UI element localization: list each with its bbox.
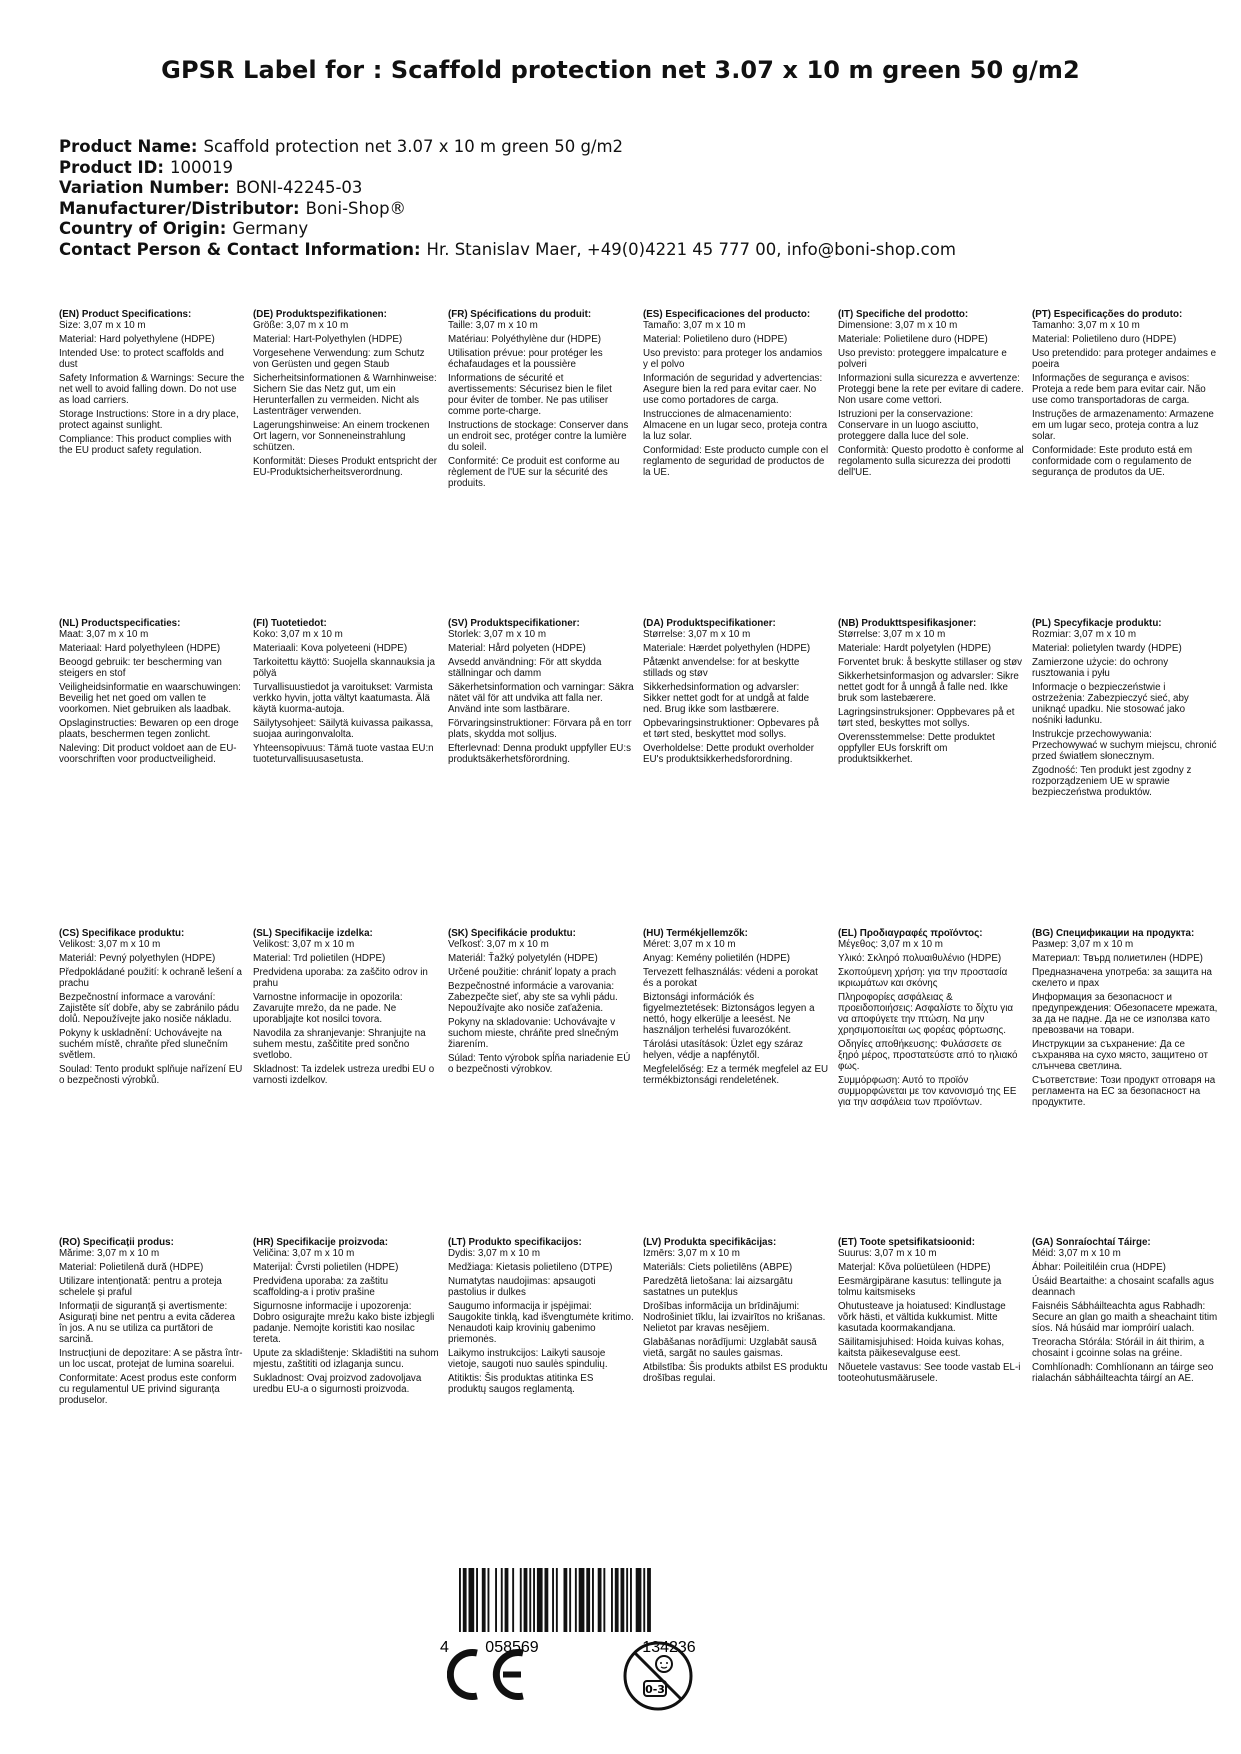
barcode-bar <box>533 1568 535 1632</box>
spec-line: Yhteensopivuus: Tämä tuote vastaa EU:n tuoteturvallisuusasetusta. <box>253 743 434 765</box>
spec-block <box>253 1237 439 1398</box>
page-title: GPSR Label for : Scaffold protection net 3.07 x 10 m green 50 g/m2 <box>161 56 1080 84</box>
spec-line: Materiał: polietylen twardy (HDPE) <box>1032 643 1182 654</box>
barcode-bar <box>495 1568 497 1632</box>
spec-line: Größe: 3,07 m x 10 m <box>253 320 349 331</box>
spec-block <box>59 618 245 768</box>
spec-line: Maat: 3,07 m x 10 m <box>59 629 149 640</box>
spec-line: Ohutusteave ja hoiatused: Kindlustage võrk hästi, et vältida kukkumist. Mitte kasutada koormakandjana. <box>838 1301 1006 1334</box>
spec-line: Opslaginstructies: Bewaren op een droge plaats, beschermen tegen zonlicht. <box>59 718 239 740</box>
spec-line: Forventet bruk: å beskytte stillaser og støv <box>838 657 1023 668</box>
spec-block <box>448 928 634 1078</box>
spec-block <box>59 1237 245 1409</box>
spec-line: Naleving: Dit product voldoet aan de EU-voorschriften voor productveiligheid. <box>59 743 237 765</box>
spec-line: Úsáid Beartaithe: a chosaint scafalls agus deannach <box>1032 1276 1214 1298</box>
barcode-bar <box>537 1568 543 1632</box>
spec-heading: (NL) Productspecificaties: <box>59 618 181 629</box>
spec-line: Eesmärgipärane kasutus: tellingute ja tolmu kaitsmiseks <box>838 1276 1002 1298</box>
spec-line: Avsedd användning: För att skydda ställningar och damm <box>448 657 602 679</box>
spec-line: Suurus: 3,07 m x 10 m <box>838 1248 937 1259</box>
spec-line: Treoracha Stórála: Stóráil in áit thirim, a chosaint i gcoinne solas na gréine. <box>1032 1337 1205 1359</box>
spec-line: Материал: Твърд полиетилен (HDPE) <box>1032 953 1203 964</box>
spec-line: Σκοπούμενη χρήση: για την προστασία ικριωμάτων και σκόνης <box>838 967 1008 989</box>
barcode-bar <box>552 1568 554 1632</box>
spec-block <box>838 309 1024 481</box>
spec-heading: (IT) Specifiche del prodotto: <box>838 309 969 320</box>
spec-line: Conformitate: Acest produs este conform cu regulamentul UE privind siguranța produselor. <box>59 1373 237 1406</box>
spec-line: Safety Information & Warnings: Secure the net well to avoid falling down. Do not use as load carriers. <box>59 373 245 406</box>
spec-line: Material: Polietilenă dură (HDPE) <box>59 1262 204 1273</box>
spec-line: Uso pretendido: para proteger andaimes e poeira <box>1032 348 1217 370</box>
spec-line: Predviđena uporaba: za zaštitu scaffolding-a i protiv prašine <box>253 1276 389 1298</box>
spec-line: Material: Polietileno duro (HDPE) <box>643 334 788 345</box>
barcode-bar <box>505 1568 509 1632</box>
barcode-bar <box>611 1568 613 1632</box>
barcode-bars <box>459 1568 651 1632</box>
spec-line: Storage Instructions: Store in a dry place, protect against sunlight. <box>59 409 239 431</box>
spec-line: Размер: 3,07 m x 10 m <box>1032 939 1134 950</box>
spec-line: Storlek: 3,07 m x 10 m <box>448 629 547 640</box>
spec-block <box>643 928 829 1089</box>
spec-line: Atbilstība: Šis produkts atbilst ES produktu drošības regulai. <box>643 1362 828 1384</box>
spec-line: Conformidad: Este producto cumple con el reglamento de seguridad de productos de la UE. <box>643 445 829 478</box>
spec-line: Materiale: Hardt polyetylen (HDPE) <box>838 643 991 654</box>
spec-heading: (GA) Sonraíochtaí Táirge: <box>1032 1237 1151 1248</box>
barcode-bar <box>476 1568 478 1632</box>
spec-heading: (FR) Spécifications du produit: <box>448 309 592 320</box>
spec-line: Taille: 3,07 m x 10 m <box>448 320 538 331</box>
spec-line: Bezpečnostné informácie a varovania: Zabezpečte sieť, aby ste sa vyhli pádu. Nepoužívajte ako nosiče zaťaženia. <box>448 981 618 1014</box>
spec-line: Size: 3,07 m x 10 m <box>59 320 146 331</box>
barcode-bar <box>647 1568 651 1632</box>
spec-line: Dydis: 3,07 m x 10 m <box>448 1248 541 1259</box>
barcode-bar <box>463 1568 467 1632</box>
spec-line: Påtænkt anvendelse: for at beskytte stillads og støv <box>643 657 800 679</box>
spec-line: Μέγεθος: 3,07 m x 10 m <box>838 939 943 950</box>
spec-line: Sukladnost: Ovaj proizvod zadovoljava uredbu EU-a o sigurnosti proizvoda. <box>253 1373 422 1395</box>
spec-line: Material: Trd polietilen (HDPE) <box>253 953 386 964</box>
spec-line: Megfelelőség: Ez a termék megfelel az EU termékbiztonsági rendeletének. <box>643 1064 829 1086</box>
spec-line: Rozmiar: 3,07 m x 10 m <box>1032 629 1136 640</box>
spec-line: Numatytas naudojimas: apsaugoti pastolius ir dulkes <box>448 1276 596 1298</box>
barcode-bar <box>520 1568 522 1632</box>
spec-line: Säilytysohjeet: Säilytä kuivassa paikassa, suojaa auringonvalolta. <box>253 718 434 740</box>
spec-heading: (FI) Tuotetiedot: <box>253 618 327 629</box>
spec-block <box>1032 928 1218 1111</box>
spec-line: Materiāls: Ciets polietilēns (ABPE) <box>643 1262 793 1273</box>
barcode-bar <box>579 1568 585 1632</box>
spec-block <box>448 1237 634 1398</box>
spec-line: Opbevaringsinstruktioner: Opbevares på et tørt sted, beskyttet mod sollys. <box>643 718 819 740</box>
spec-heading: (DE) Produktspezifikationen: <box>253 309 387 320</box>
barcode-bar <box>512 1568 514 1632</box>
spec-block <box>643 618 829 768</box>
barcode-bar <box>564 1568 568 1632</box>
info-product-name: Product Name: Scaffold protection net 3.07 x 10 m green 50 g/m2 <box>59 137 624 156</box>
spec-line: Materijal: Čvrsti polietilen (HDPE) <box>253 1262 399 1273</box>
barcode-bar <box>459 1568 461 1632</box>
spec-heading: (EN) Product Specifications: <box>59 309 192 320</box>
spec-line: Sicherheitsinformationen & Warnhinweise: Sichern Sie das Netz gut, um ein Herunterfallen zu vermeiden. Nicht als Lastenträger verwenden. <box>253 373 437 417</box>
spec-line: Pokyny na skladovanie: Uchovávajte v suchom mieste, chráňte pred slnečným žiarením. <box>448 1017 619 1050</box>
barcode-bar <box>626 1568 628 1632</box>
barcode-bar <box>545 1568 549 1632</box>
spec-heading: (SV) Produktspecifikationer: <box>448 618 580 629</box>
spec-line: Materiál: Ťažký polyetylén (HDPE) <box>448 953 598 964</box>
info-contact: Contact Person & Contact Information: Hr. Stanislav Maer, +49(0)4221 45 777 00, info@boni-shop.com <box>59 239 956 259</box>
barcode-bar <box>621 1568 625 1632</box>
ce-mark-icon <box>447 1643 533 1706</box>
info-variation-number: Variation Number: BONI-42245-03 <box>59 178 363 197</box>
spec-line: Sikkerhetsinformasjon og advarsler: Sikre nettet godt for å unngå å falle ned. Ikke bruk som lastebærere. <box>838 671 1019 704</box>
spec-heading: (NB) Produkttspesifikasjoner: <box>838 618 977 629</box>
spec-heading: (ES) Especificaciones del producto: <box>643 309 811 320</box>
barcode-bar <box>586 1568 590 1632</box>
spec-line: Drošības informācija un brīdinājumi: Nodrošiniet tīklu, lai izvairītos no krišanas. Nelietot par kravas nesējiem. <box>643 1301 826 1334</box>
barcode-bar <box>501 1568 503 1632</box>
spec-line: Matériau: Polyéthylène dur (HDPE) <box>448 334 602 345</box>
spec-line: Faisnéis Sábháilteachta agus Rabhadh: Secure an glan go maith a sheachaint titim síos. Ná húsáid mar iompróirí ualach. <box>1032 1301 1218 1334</box>
spec-heading: (CS) Specifikace produktu: <box>59 928 185 939</box>
spec-line: Velikost: 3,07 m x 10 m <box>59 939 161 950</box>
spec-line: Saugumo informacija ir įspėjimai: Saugokite tinklą, kad išvengtumėte kritimo. Nenaudoti kaip krovinių gabenimo priemonės. <box>448 1301 634 1345</box>
spec-line: Material: Hård polyeten (HDPE) <box>448 643 586 654</box>
spec-line: Bezpečnostní informace a varování: Zajistěte síť dobře, aby se zabránilo pádu dolů. Nepoužívejte jako nosiče nákladu. <box>59 992 240 1025</box>
barcode-digits-left: 058569 <box>485 1639 539 1656</box>
spec-line: Οδηγίες αποθήκευσης: Φυλάσσετε σε ξηρό μέρος, προστατεύστε από το ηλιακό φως. <box>838 1039 1018 1072</box>
spec-block <box>1032 1237 1218 1387</box>
barcode-bar <box>615 1568 619 1632</box>
spec-line: Informazioni sulla sicurezza e avvertenze: Proteggi bene la rete per evitare di cadere. Non usare come vettori. <box>838 373 1024 406</box>
spec-line: Sigurnosne informacije i upozorenja: Dobro osigurajte mrežu kako biste izbjegli padanje. Nemojte koristiti kao nosilac tereta. <box>253 1301 435 1345</box>
spec-line: Informações de segurança e avisos: Proteja a rede bem para evitar cair. Não use como transportadoras de carga. <box>1032 373 1206 406</box>
spec-heading: (DA) Produktspecifikationer: <box>643 618 776 629</box>
spec-block <box>253 928 439 1089</box>
spec-line: Instructions de stockage: Conserver dans un endroit sec, protéger contre la lumière du soleil. <box>448 420 629 453</box>
spec-block <box>838 928 1024 1111</box>
spec-line: Предназначена употреба: за защита на скелето и прах <box>1032 967 1212 989</box>
spec-heading: (ET) Toote spetsifikatsioonid: <box>838 1237 975 1248</box>
spec-line: Paredzētā lietošana: lai aizsargātu sastatnes un putekļus <box>643 1276 793 1298</box>
spec-line: Tarkoitettu käyttö: Suojella skannauksia ja pölyä <box>253 657 435 679</box>
spec-heading: (PT) Especificações do produto: <box>1032 309 1183 320</box>
spec-line: Glabāšanas norādījumi: Uzglabāt sausā vietā, sargāt no saules gaismas. <box>643 1337 817 1359</box>
spec-heading: (HU) Termékjellemzők: <box>643 928 748 939</box>
barcode-bar <box>482 1568 486 1632</box>
barcode-digits-right: 134236 <box>642 1639 696 1656</box>
barcode-bar <box>630 1568 632 1632</box>
spec-line: Zgodność: Ten produkt jest zgodny z rozporządzeniem UE w sprawie bezpieczeństwa produktów. <box>1032 765 1192 798</box>
spec-line: Určené použitie: chrániť lopaty a prach <box>448 967 617 978</box>
spec-line: Инструкции за съхранение: Да се съхранява на сухо място, защитено от слънчева светлина. <box>1032 1039 1208 1072</box>
spec-line: Информация за безопасност и предупреждения: Обезопасете мрежата, за да не падне. Да не се използва като превозвачи на товари. <box>1032 992 1218 1036</box>
spec-line: Overensstemmelse: Dette produktet oppfyller EUs forskrift om produktsikkerhet. <box>838 732 995 765</box>
spec-line: Instrukcje przechowywania: Przechowywać w suchym miejscu, chronić przed światłem słonecznym. <box>1032 729 1217 762</box>
spec-line: Lagerungshinweise: An einem trockenen Ort lagern, vor Sonneneinstrahlung schützen. <box>253 420 430 453</box>
spec-line: Nõuetele vastavus: See toode vastab EL-i tooteohutusmäärusele. <box>838 1362 1021 1384</box>
info-manufacturer: Manufacturer/Distributor: Boni-Shop® <box>59 198 407 218</box>
spec-block <box>448 309 634 492</box>
spec-line: Súlad: Tento výrobok spĺňa nariadenie EÚ o bezpečnosti výrobkov. <box>448 1053 631 1075</box>
spec-line: Materiale: Polietilene duro (HDPE) <box>838 334 988 345</box>
spec-heading: (LV) Produkta specifikācijas: <box>643 1237 777 1248</box>
barcode-bar <box>524 1568 528 1632</box>
spec-line: Veličina: 3,07 m x 10 m <box>253 1248 355 1259</box>
spec-line: Instrucțiuni de depozitare: A se păstra într-un loc uscat, protejat de lumina soarelui. <box>59 1348 243 1370</box>
spec-line: Förvaringsinstruktioner: Förvara på en torr plats, skydda mot solljus. <box>448 718 632 740</box>
spec-line: Dimensione: 3,07 m x 10 m <box>838 320 958 331</box>
spec-block <box>1032 618 1218 801</box>
spec-line: Intended Use: to protect scaffolds and dust <box>59 348 224 370</box>
spec-line: Conformidade: Este produto está em conformidade com o regulamento de segurança de produtos da UE. <box>1032 445 1193 478</box>
spec-line: Laikymo instrukcijos: Laikyti sausoje vietoje, saugoti nuo saulės spindulių. <box>448 1348 608 1370</box>
spec-line: Overholdelse: Dette produkt overholder EU's produktsikkerhedsforordning. <box>643 743 814 765</box>
spec-line: Información de seguridad y advertencias: Asegure bien la red para evitar caer. No use como portadores de carga. <box>643 373 823 406</box>
spec-block <box>59 928 245 1089</box>
spec-line: Material: Polietileno duro (HDPE) <box>1032 334 1177 345</box>
spec-line: Tervezett felhasználás: védeni a porokat és a porokat <box>643 967 818 989</box>
spec-line: Istruzioni per la conservazione: Conservare in un luogo asciutto, proteggere dalla luce del sole. <box>838 409 979 442</box>
barcode-bar <box>556 1568 558 1632</box>
spec-line: Méret: 3,07 m x 10 m <box>643 939 736 950</box>
spec-line: Συμμόρφωση: Αυτό το προϊόν συμμορφώνεται με τον κανονισμό της ΕΕ για την ασφάλεια των προϊόντων. <box>838 1075 1017 1108</box>
spec-block <box>253 309 439 481</box>
spec-line: Anyag: Kemény polietilén (HDPE) <box>643 953 791 964</box>
spec-line: Tamaño: 3,07 m x 10 m <box>643 320 746 331</box>
spec-block <box>838 1237 1024 1387</box>
spec-line: Skladnost: Ta izdelek ustreza uredbi EU o varnosti izdelkov. <box>253 1064 435 1086</box>
spec-block <box>448 618 634 768</box>
spec-line: Varnostne informacije in opozorila: Zavarujte mrežo, da ne pade. Ne uporabljajte kot nosilci tovora. <box>253 992 403 1025</box>
spec-line: Informații de siguranță și avertismente: Asigurați bine net pentru a evita căderea în jos. A nu se utiliza ca purtători de sarcină. <box>59 1301 235 1345</box>
spec-line: Turvallisuustiedot ja varoitukset: Varmista verkko hyvin, jotta vältyt kaatumasta. Älä käytä kuorma-autoja. <box>253 682 433 715</box>
barcode-bar <box>598 1568 602 1632</box>
barcode-bar <box>636 1568 642 1632</box>
spec-line: Izmērs: 3,07 m x 10 m <box>643 1248 740 1259</box>
spec-line: Veiligheidsinformatie en waarschuwingen: Beveilig het net goed om vallen te voorkomen. Niet gebruiken als laadbak. <box>59 682 241 715</box>
spec-block <box>59 309 245 459</box>
spec-line: Conformità: Questo prodotto è conforme al regolamento sulla sicurezza dei prodotti dell'UE. <box>838 445 1024 478</box>
spec-line: Materiál: Pevný polyethylen (HDPE) <box>59 953 216 964</box>
spec-line: Lagringsinstruksjoner: Oppbevares på et tørt sted, beskyttes mot sollys. <box>838 707 1015 729</box>
spec-line: Υλικό: Σκληρό πολυαιθυλένιο (HDPE) <box>838 953 1002 964</box>
spec-line: Πληροφορίες ασφάλειας & προειδοποιήσεις: Ασφαλίστε το δίχτυ για να αποφύγετε την πτώση. Να μην χρησιμοποιείται ως φορέας φόρτωσης. <box>838 992 1014 1036</box>
spec-line: Størrelse: 3,07 m x 10 m <box>838 629 946 640</box>
spec-line: Materiaal: Hard polyethyleen (HDPE) <box>59 643 221 654</box>
spec-line: Upute za skladištenje: Skladištiti na suhom mjestu, zaštititi od izlaganja suncu. <box>253 1348 439 1370</box>
spec-line: Sikkerhedsinformation og advarsler: Sikker nettet godt for at undgå at falde ned. Brug ikke som lastbærere. <box>643 682 810 715</box>
spec-line: Vorgesehene Verwendung: zum Schutz von Gerüsten und gegen Staub <box>253 348 425 370</box>
spec-line: Méid: 3,07 m x 10 m <box>1032 1248 1121 1259</box>
spec-heading: (SL) Specifikacije izdelka: <box>253 928 373 939</box>
spec-heading: (RO) Specificații produs: <box>59 1237 174 1248</box>
spec-line: Materiaali: Kova polyeteeni (HDPE) <box>253 643 408 654</box>
spec-line: Efterlevnad: Denna produkt uppfyller EU:s produktsäkerhetsförordning. <box>448 743 631 765</box>
spec-line: Utilizare intenționată: pentru a proteja schelele și praful <box>59 1276 222 1298</box>
barcode-bar <box>643 1568 645 1632</box>
spec-line: Tárolási utasítások: Üzlet egy száraz helyen, védje a napfénytől. <box>643 1039 804 1061</box>
barcode-bar <box>529 1568 531 1632</box>
spec-line: Instruções de armazenamento: Armazene em um lugar seco, proteja contra a luz solar. <box>1032 409 1214 442</box>
spec-line: Informacje o bezpieczeństwie i ostrzeżenia: Zabezpieczyć sieć, aby uniknąć upadku. Nie stosować jako nośniki ładunku. <box>1032 682 1189 726</box>
spec-line: Material: Hart-Polyethylen (HDPE) <box>253 334 403 345</box>
spec-line: Conformité: Ce produit est conforme au règlement de l'UE sur la sécurité des produits. <box>448 456 620 489</box>
spec-line: Tamanho: 3,07 m x 10 m <box>1032 320 1140 331</box>
spec-line: Uso previsto: proteggere impalcature e polveri <box>838 348 1007 370</box>
spec-block <box>1032 309 1218 481</box>
spec-line: Compliance: This product complies with the EU product safety regulation. <box>59 434 232 456</box>
spec-line: Säkerhetsinformation och varningar: Säkra nätet väl för att undvika att falla ner. Använd inte som lastbärare. <box>448 682 634 715</box>
product-info <box>59 137 956 260</box>
spec-heading: (HR) Specifikacije proizvoda: <box>253 1237 389 1248</box>
spec-line: Zamierzone użycie: do ochrony rusztowania i pyłu <box>1032 657 1169 679</box>
spec-heading: (SK) Špecifikácie produktu: <box>448 928 576 939</box>
spec-line: Navodila za shranjevanje: Shranjujte na suhem mestu, zaščitite pred sončno svetlobo. <box>253 1028 426 1061</box>
spec-line: Materjal: Kõva polüetüleen (HDPE) <box>838 1262 991 1273</box>
spec-line: Utilisation prévue: pour protéger les échafaudages et la poussière <box>448 348 603 370</box>
barcode-bar <box>488 1568 490 1632</box>
spec-line: Material: Hard polyethylene (HDPE) <box>59 334 215 345</box>
spec-line: Atitiktis: Šis produktas atitinka ES produktų saugos reglamentą. <box>448 1373 594 1395</box>
spec-line: Størrelse: 3,07 m x 10 m <box>643 629 751 640</box>
barcode-bar <box>592 1568 594 1632</box>
spec-line: Predvidena uporaba: za zaščito odrov in prahu <box>253 967 428 989</box>
spec-line: Съответствие: Този продукт отговаря на регламента на ЕС за безопасност на продуктите. <box>1032 1075 1216 1108</box>
spec-line: Instrucciones de almacenamiento: Almacene en un lugar seco, proteja contra la luz solar. <box>643 409 828 442</box>
spec-line: Mărime: 3,07 m x 10 m <box>59 1248 160 1259</box>
age-0-3-warning-icon <box>622 1640 694 1712</box>
spec-line: Veľkosť: 3,07 m x 10 m <box>448 939 549 950</box>
spec-block <box>253 618 439 768</box>
spec-line: Medžiaga: Kietasis polietileno (DTPE) <box>448 1262 613 1273</box>
spec-line: Koko: 3,07 m x 10 m <box>253 629 343 640</box>
spec-line: Biztonsági információk és figyelmeztetések: Biztonságos legyen a nettó, hogy elkerülje a leesést. Ne használjon terhelési fuvarozóként. <box>643 992 815 1036</box>
spec-line: Předpokládané použití: k ochraně lešení a prachu <box>59 967 242 989</box>
spec-line: Informations de sécurité et avertissements: Sécurisez bien le filet pour éviter de tomber. Ne pas utiliser comme porte-charge. <box>448 373 612 417</box>
spec-line: Uso previsto: para proteger los andamios y el polvo <box>643 348 823 370</box>
spec-line: Säilitamisjuhised: Hoida kuivas kohas, kaitsta päikesevalguse eest. <box>838 1337 1005 1359</box>
spec-line: Konformität: Dieses Produkt entspricht der EU-Produktsicherheitsverordnung. <box>253 456 438 478</box>
info-product-id: Product ID: 100019 <box>59 157 233 177</box>
info-country-of-origin: Country of Origin: Germany <box>59 219 309 238</box>
barcode-bar <box>575 1568 577 1632</box>
spec-line: Beoogd gebruik: ter bescherming van steigers en stof <box>59 657 222 679</box>
barcode-bar <box>569 1568 571 1632</box>
spec-heading: (PL) Specyfikacje produktu: <box>1032 618 1162 629</box>
spec-line: Pokyny k uskladnění: Uchovávejte na suchém místě, chraňte před slunečním světlem. <box>59 1028 228 1061</box>
spec-line: Soulad: Tento produkt splňuje nařízení EU o bezpečnosti výrobků. <box>59 1064 243 1086</box>
spec-heading: (EL) Προδιαγραφές προϊόντος: <box>838 928 983 939</box>
spec-heading: (BG) Спецификации на продукта: <box>1032 928 1195 939</box>
spec-block <box>838 618 1024 768</box>
spec-line: Comhlíonadh: Comhlíonann an táirge seo rialachán sábháilteachta táirgí an AE. <box>1032 1362 1214 1384</box>
spec-line: Materiale: Hærdet polyethylen (HDPE) <box>643 643 811 654</box>
spec-block <box>643 309 829 481</box>
age-label: 0-3 <box>645 1683 665 1696</box>
spec-line: Velikost: 3,07 m x 10 m <box>253 939 355 950</box>
barcode-bar <box>603 1568 605 1632</box>
spec-block <box>643 1237 829 1387</box>
barcode-bar <box>469 1568 475 1632</box>
spec-line: Ábhar: Poileitiléin crua (HDPE) <box>1032 1262 1166 1273</box>
spec-heading: (LT) Produkto specifikacijos: <box>448 1237 582 1248</box>
barcode-digit-prefix: 4 <box>440 1639 449 1656</box>
